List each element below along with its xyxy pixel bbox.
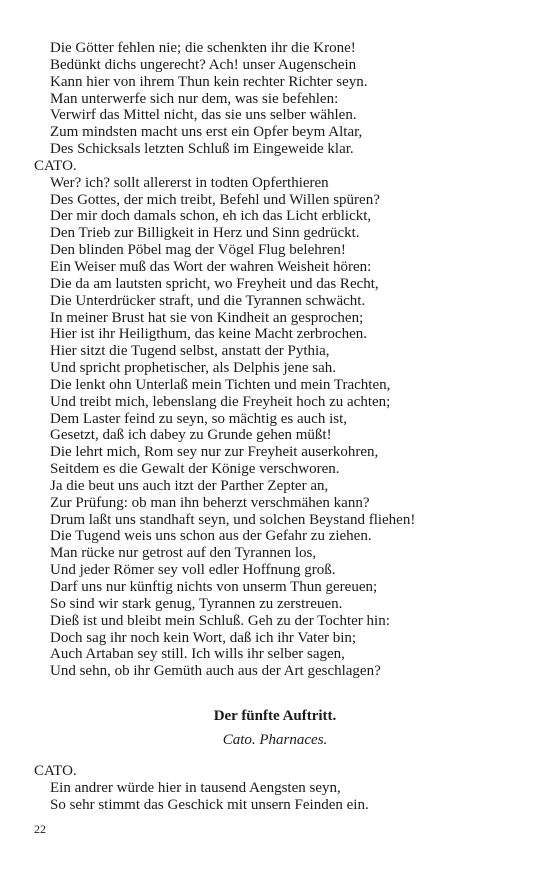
speaker-name: CATO. — [34, 763, 77, 779]
verse-line: Des Schicksals letzten Schluß im Eingeweide klar. — [50, 141, 354, 158]
verse-block — [0, 40, 550, 680]
verse-line: Drum laßt uns standhaft seyn, und solchen Beystand fliehen! — [50, 511, 416, 528]
verse-line: Hier sitzt die Tugend selbst, anstatt der Pythia, — [50, 343, 330, 360]
verse-line: Die lenkt ohn Unterlaß mein Tichten und mein Trachten, — [50, 376, 391, 393]
verse-line: Und treibt mich, lebenslang die Freyheit hoch zu achten; — [50, 393, 391, 410]
verse-line: Und spricht prophetischer, als Delphis jene sah. — [50, 360, 336, 377]
verse-line: In meiner Brust hat sie von Kindheit an gesprochen; — [50, 309, 364, 326]
verse-line: Den blinden Pöbel mag der Vögel Flug belehren! — [50, 242, 346, 259]
verse-line: Man rücke nur getrost auf den Tyrannen los, — [50, 545, 317, 562]
verse-line: Hier ist ihr Heiligthum, das keine Macht zerbrochen. — [50, 326, 367, 343]
verse-line: Die Götter fehlen nie; die schenkten ihr die Krone! — [50, 40, 356, 56]
page-number: 22 — [34, 822, 46, 836]
verse-line: Die Tugend weis uns schon aus der Gefahr zu ziehen. — [50, 528, 372, 545]
verse-line: Zum mindsten macht uns erst ein Opfer beym Altar, — [50, 124, 363, 141]
verse-line: Dieß ist und bleibt mein Schluß. Geh zu der Tochter hin: — [50, 612, 390, 629]
verse-line: Ja die beut uns auch itzt der Parther Zepter an, — [50, 477, 329, 494]
verse-line: Dem Laster feind zu seyn, so mächtig es auch ist, — [50, 410, 347, 427]
verse-line: Zur Prüfung: ob man ihn beherzt verschmähen kann? — [50, 494, 370, 511]
verse-line: Darf uns nur künftig nichts von unserm Thun gereuen; — [50, 579, 378, 595]
verse-line: Der mir doch damals schon, eh ich das Licht erblickt, — [50, 208, 372, 225]
verse-line: Seitdem es die Gewalt der Könige verschworen. — [50, 461, 340, 478]
verse-line: Die lehrt mich, Rom sey nur zur Freyheit auserkohren, — [50, 444, 379, 461]
verse-line: Verwirf das Mittel nicht, das sie uns selber wählen. — [50, 107, 357, 124]
verse-line: Ein Weiser muß das Wort der wahren Weisheit hören: — [50, 258, 372, 275]
verse-line: Und sehn, ob ihr Gemüth auch aus der Art geschlagen? — [50, 663, 381, 680]
verse-block — [0, 763, 550, 814]
verse-line: Ein andrer würde hier in tausend Aengsten seyn, — [50, 779, 341, 796]
verse-line: Auch Artaban sey still. Ich wills ihr selber sagen, — [50, 646, 345, 663]
verse-line: So sehr stimmt das Geschick mit unsern Feinden ein. — [50, 796, 369, 813]
scene-heading: Der fünfte Auftritt. — [213, 708, 337, 724]
verse-line: Wer? ich? sollt allererst in todten Opferthieren — [50, 174, 329, 191]
verse-line: Die Unterdrücker straft, und die Tyrannen schwächt. — [50, 292, 366, 309]
verse-line: Doch sag ihr noch kein Wort, daß ich ihr Vater bin; — [50, 629, 357, 646]
verse-line: So sind wir stark genug, Tyrannen zu zerstreuen. — [50, 595, 343, 612]
speaker-name: CATO. — [34, 157, 77, 174]
verse-line: Die da am lautsten spricht, wo Freyheit und das Recht, — [50, 275, 379, 292]
verse-line: Den Trieb zur Billigkeit in Herz und Sinn gedrückt. — [50, 225, 360, 242]
scene-characters: Cato. Pharnaces. — [222, 732, 328, 748]
verse-line: Und jeder Römer sey voll edler Hoffnung groß. — [50, 562, 336, 579]
verse-line: Man unterwerfe sich nur dem, was sie befehlen: — [50, 90, 339, 107]
verse-line: Bedünkt dichs ungerecht? Ach! unser Augenschein — [50, 56, 357, 73]
verse-line: Des Gottes, der mich treibt, Befehl und Willen spüren? — [50, 191, 380, 208]
verse-line: Kann hier von ihrem Thun kein rechter Richter seyn. — [50, 73, 368, 90]
verse-line: Gesetzt, daß ich dabey zu Grunde gehen müßt! — [50, 427, 332, 444]
